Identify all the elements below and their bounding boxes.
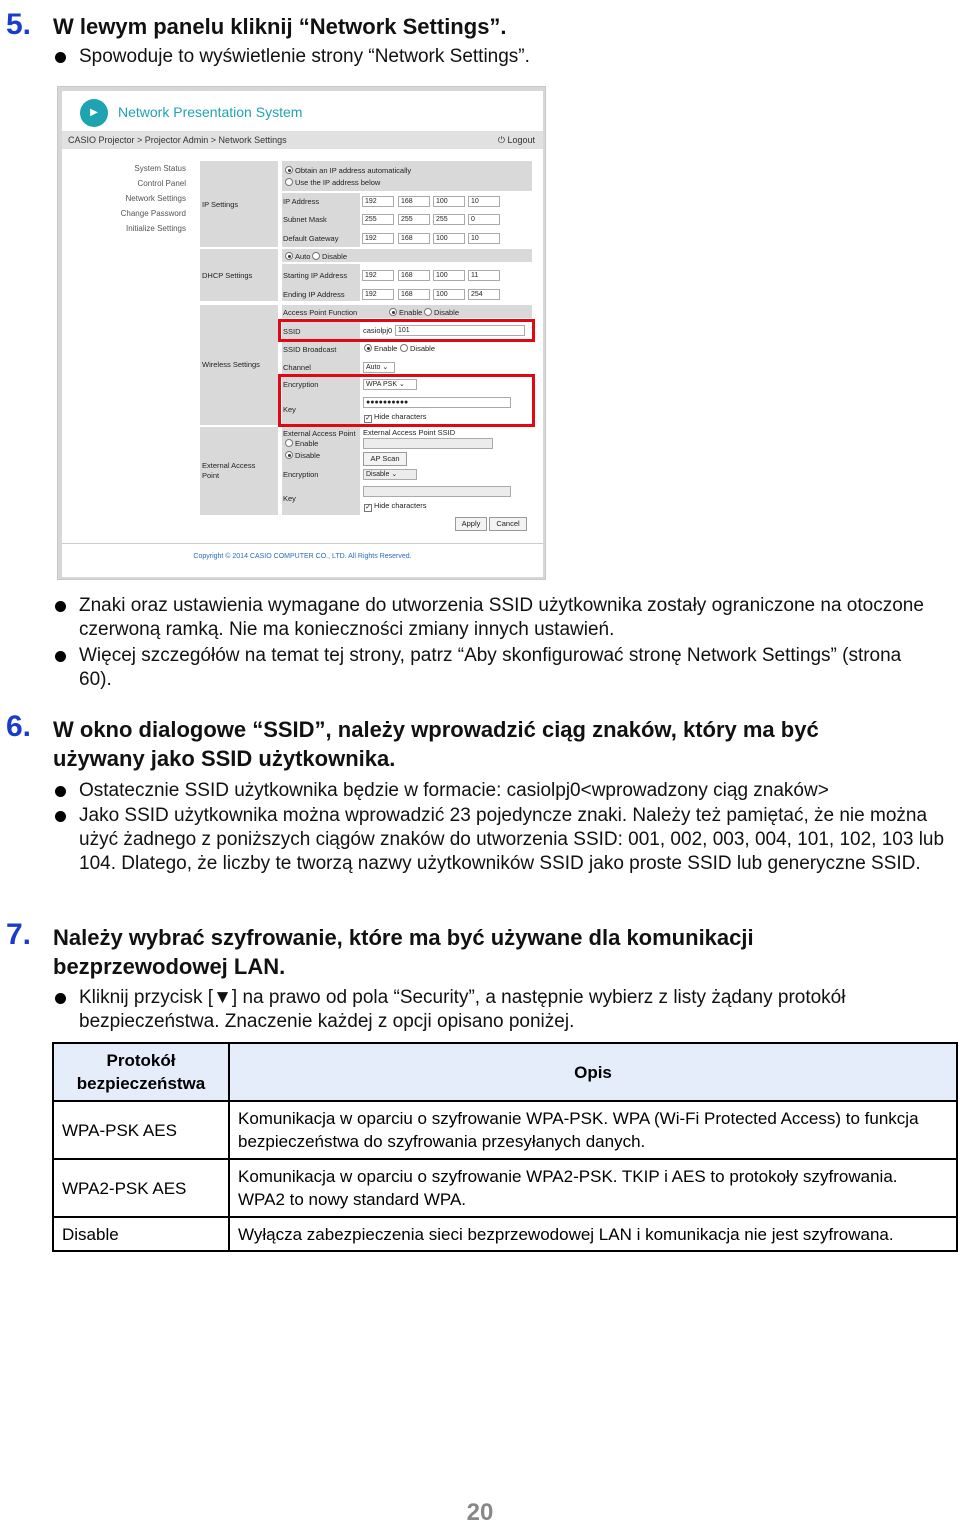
header-protocol: Protokół bezpieczeństwa (53, 1043, 229, 1101)
key-input[interactable]: ●●●●●●●●●● (363, 397, 511, 408)
divider (62, 543, 543, 544)
broadcast-enable-option[interactable] (364, 344, 397, 354)
starting-ip-field-2[interactable]: 168 (398, 270, 430, 281)
ip-address-field-1[interactable]: 192 (362, 196, 394, 207)
eap-disable-label: Disable (295, 451, 321, 460)
protocol-cell: WPA-PSK AES (53, 1101, 229, 1159)
subnet-mask-field-3[interactable]: 255 (433, 214, 465, 225)
checkbox-checked-icon: ✓ (365, 504, 371, 511)
ssid-prefix: casiolpj0 (363, 326, 393, 335)
apf-enable-option[interactable] (389, 308, 422, 318)
dhcp-disable-label: Disable (322, 252, 348, 261)
ip-settings-section-label: IP Settings (202, 200, 239, 209)
ip-address-field-2[interactable]: 168 (398, 196, 430, 207)
ip-auto-label: Obtain an IP address automatically (295, 166, 412, 175)
table-row (53, 1101, 957, 1159)
subnet-mask-field-1[interactable]: 255 (362, 214, 394, 225)
bullet-item (55, 594, 935, 642)
description-cell: Komunikacja w oparciu o szyfrowanie WPA-PSK. WPA (Wi-Fi Protected Access) to funkcja bezpieczeństwa do szyfrowania przesyłanych danych. (229, 1101, 957, 1159)
security-protocol-table (52, 1042, 958, 1252)
wireless-section-label: Wireless Settings (202, 360, 260, 369)
key-label: Key (283, 405, 296, 414)
gateway-field-4[interactable]: 10 (468, 233, 500, 244)
channel-value: Auto (366, 364, 381, 371)
eap-encryption-select[interactable] (363, 469, 417, 480)
eap-enable-option[interactable] (285, 439, 318, 449)
sidebar-item-change-password[interactable]: Change Password (120, 209, 186, 218)
dhcp-disable-option[interactable] (312, 252, 347, 262)
radio-selected-icon (389, 308, 397, 316)
radio-selected-icon (285, 166, 293, 174)
page-number: 20 (466, 1499, 494, 1525)
radio-selected-icon (285, 451, 293, 459)
chevron-down-icon: ⌄ (382, 364, 389, 371)
protocol-cell: WPA2-PSK AES (53, 1159, 229, 1217)
ending-ip-field-1[interactable]: 192 (362, 289, 394, 300)
gateway-field-3[interactable]: 100 (433, 233, 465, 244)
breadcrumb-text: CASIO Projector > Projector Admin > Network Settings (68, 135, 287, 145)
broadcast-disable-option[interactable] (400, 344, 435, 354)
table-header-row (53, 1043, 957, 1101)
starting-ip-field-1[interactable]: 192 (362, 270, 394, 281)
gateway-field-1[interactable]: 192 (362, 233, 394, 244)
eap-key-input[interactable] (363, 486, 511, 497)
eap-key-label: Key (283, 494, 296, 503)
sidebar-item-network-settings[interactable]: Network Settings (125, 194, 186, 203)
subnet-mask-field-2[interactable]: 255 (398, 214, 430, 225)
sidebar-item-control-panel[interactable]: Control Panel (137, 179, 186, 188)
radio-icon (285, 439, 293, 447)
table-row (53, 1159, 957, 1217)
ssid-input[interactable]: 101 (395, 325, 525, 336)
eap-ssid-label: External Access Point SSID (363, 428, 456, 437)
dhcp-auto-option[interactable] (285, 252, 310, 262)
bullet-dot-icon (55, 601, 66, 612)
eap-hide-characters-label: Hide characters (374, 501, 427, 510)
sidebar-item-system-status[interactable]: System Status (134, 164, 186, 173)
network-settings-screenshot (57, 86, 546, 580)
bullet-item (55, 779, 950, 803)
bullet-text: Więcej szczegółów na temat tej strony, patrz “Aby skonfigurować stronę Network Settings” (strona 60). (79, 645, 902, 690)
bullet-text: Kliknij przycisk [▼] na prawo od pola “Security”, a następnie wybierz z listy żądany protokół bezpieczeństwa. Znaczenie każdej z opcji opisano poniżej. (79, 987, 846, 1032)
ssid-broadcast-label: SSID Broadcast (283, 345, 337, 354)
apf-disable-option[interactable] (424, 308, 459, 318)
eap-encryption-value: Disable (366, 471, 390, 478)
apf-enable-label: Enable (399, 308, 423, 317)
eap-hide-characters-checkbox[interactable] (364, 501, 427, 512)
starting-ip-field-3[interactable]: 100 (433, 270, 465, 281)
bullet-dot-icon (55, 993, 66, 1004)
eap-enable-label: Enable (295, 439, 319, 448)
bullet-dot-icon (55, 786, 66, 797)
step-number: 7. (6, 918, 32, 951)
ip-auto-option[interactable] (285, 166, 411, 176)
eap-encryption-label: Encryption (283, 470, 319, 479)
ip-address-label: IP Address (283, 197, 320, 206)
bullet-text: Znaki oraz ustawienia wymagane do utworzenia SSID użytkownika zostały ograniczone na otoczone czerwoną ramką. Nie ma konieczności zmiany innych ustawień. (79, 595, 924, 640)
copyright: Copyright © 2014 CASIO COMPUTER CO., LTD. All Rights Reserved. (193, 553, 412, 560)
subnet-mask-label: Subnet Mask (283, 215, 327, 224)
sidebar (62, 161, 190, 236)
subnet-mask-field-4[interactable]: 0 (468, 214, 500, 225)
apf-label: Access Point Function (283, 308, 358, 317)
checkbox-checked-icon: ✓ (365, 415, 371, 422)
step-title: W lewym panelu kliknij “Network Settings”. (53, 14, 507, 39)
logout-link[interactable]: ⏻ Logout (497, 135, 535, 145)
step-number: 6. (6, 710, 32, 743)
channel-select[interactable] (363, 362, 395, 373)
ending-ip-label: Ending IP Address (283, 290, 345, 299)
cancel-button[interactable]: Cancel (489, 517, 527, 531)
step-title: Należy wybrać szyfrowanie, które ma być używane dla komunikacji bezprzewodowej LAN. (53, 925, 754, 979)
bullet-item (55, 986, 935, 1034)
ssid-highlight-frame (278, 319, 535, 342)
bullet-item (55, 45, 935, 69)
eap-label: External Access Point (283, 429, 356, 438)
bullet-text: Ostatecznie SSID użytkownika będzie w formacie: casiolpj0<wprowadzony ciąg znaków> (79, 780, 829, 801)
bullet-text: Jako SSID użytkownika można wprowadzić 23 pojedyncze znaki. Należy też pamiętać, że nie można użyć żadnego z poniższych ciągów znaków do utworzenia SSID: 001, 002, 003, 004, 101, 102, 103 lub 104. Dlatego, że liczby te tworzą nazwy użytkowników SSID jako proste SSID lub generyczne SSID. (79, 805, 945, 874)
radio-icon (424, 308, 432, 316)
table-row (53, 1217, 957, 1251)
bullet-text: Spowoduje to wyświetlenie strony “Network Settings”. (79, 46, 530, 67)
ending-ip-field-2[interactable]: 168 (398, 289, 430, 300)
protocol-cell: Disable (53, 1217, 229, 1251)
step-title: W okno dialogowe “SSID”, należy wprowadzić ciąg znaków, który ma być używany jako SSID użytkownika. (53, 717, 819, 771)
eap-ssid-field[interactable] (363, 438, 493, 449)
bullet-dot-icon (55, 52, 66, 63)
default-gateway-label: Default Gateway (283, 234, 339, 243)
chevron-down-icon: ⌄ (398, 381, 405, 388)
apply-button[interactable]: Apply (455, 517, 487, 531)
chevron-down-icon: ⌄ (391, 471, 398, 478)
ending-ip-field-3[interactable]: 100 (433, 289, 465, 300)
external-section-label: External Access Point (202, 461, 256, 480)
ip-manual-label: Use the IP address below (295, 178, 381, 187)
ssid-label: SSID (283, 327, 301, 336)
radio-icon (400, 344, 408, 352)
ending-ip-field-4[interactable]: 254 (468, 289, 500, 300)
starting-ip-label: Starting IP Address (283, 271, 348, 280)
bullet-dot-icon (55, 811, 66, 822)
radio-selected-icon (285, 252, 293, 260)
gateway-field-2[interactable]: 168 (398, 233, 430, 244)
channel-label: Channel (283, 363, 311, 372)
broadcast-disable-label: Disable (410, 344, 436, 353)
starting-ip-field-4[interactable]: 11 (468, 270, 500, 281)
bullet-dot-icon (55, 651, 66, 662)
step-number: 5. (6, 8, 32, 41)
logout-label: Logout (507, 135, 535, 145)
sidebar-item-initialize-settings[interactable]: Initialize Settings (125, 224, 186, 233)
dhcp-section-label: DHCP Settings (202, 271, 253, 280)
bullet-item (55, 644, 935, 692)
dhcp-auto-label: Auto (295, 252, 311, 261)
broadcast-enable-label: Enable (374, 344, 398, 353)
app-logo-icon: ▶ (80, 99, 108, 127)
description-cell: Wyłącza zabezpieczenia sieci bezprzewodowej LAN i komunikacja nie jest szyfrowana. (229, 1217, 957, 1251)
bullet-item (55, 804, 950, 876)
ap-scan-button[interactable]: AP Scan (363, 452, 407, 466)
apf-disable-label: Disable (434, 308, 460, 317)
ip-address-field-3[interactable]: 100 (433, 196, 465, 207)
app-header (62, 91, 543, 131)
encryption-value: WPA PSK (366, 381, 397, 388)
radio-selected-icon (364, 344, 372, 352)
description-cell: Komunikacja w oparciu o szyfrowanie WPA2-PSK. TKIP i AES to protokoły szyfrowania. WPA2 to nowy standard WPA. (229, 1159, 957, 1217)
radio-icon (285, 178, 293, 186)
ip-manual-option[interactable] (285, 178, 380, 188)
encryption-highlight-frame (278, 374, 535, 427)
app-title: Network Presentation System (118, 104, 303, 120)
breadcrumb (62, 131, 543, 149)
radio-icon (312, 252, 320, 260)
ip-address-field-4[interactable]: 10 (468, 196, 500, 207)
eap-disable-option[interactable] (285, 451, 320, 461)
header-description: Opis (229, 1043, 957, 1101)
encryption-label: Encryption (283, 380, 319, 389)
hide-characters-label: Hide characters (374, 412, 427, 421)
